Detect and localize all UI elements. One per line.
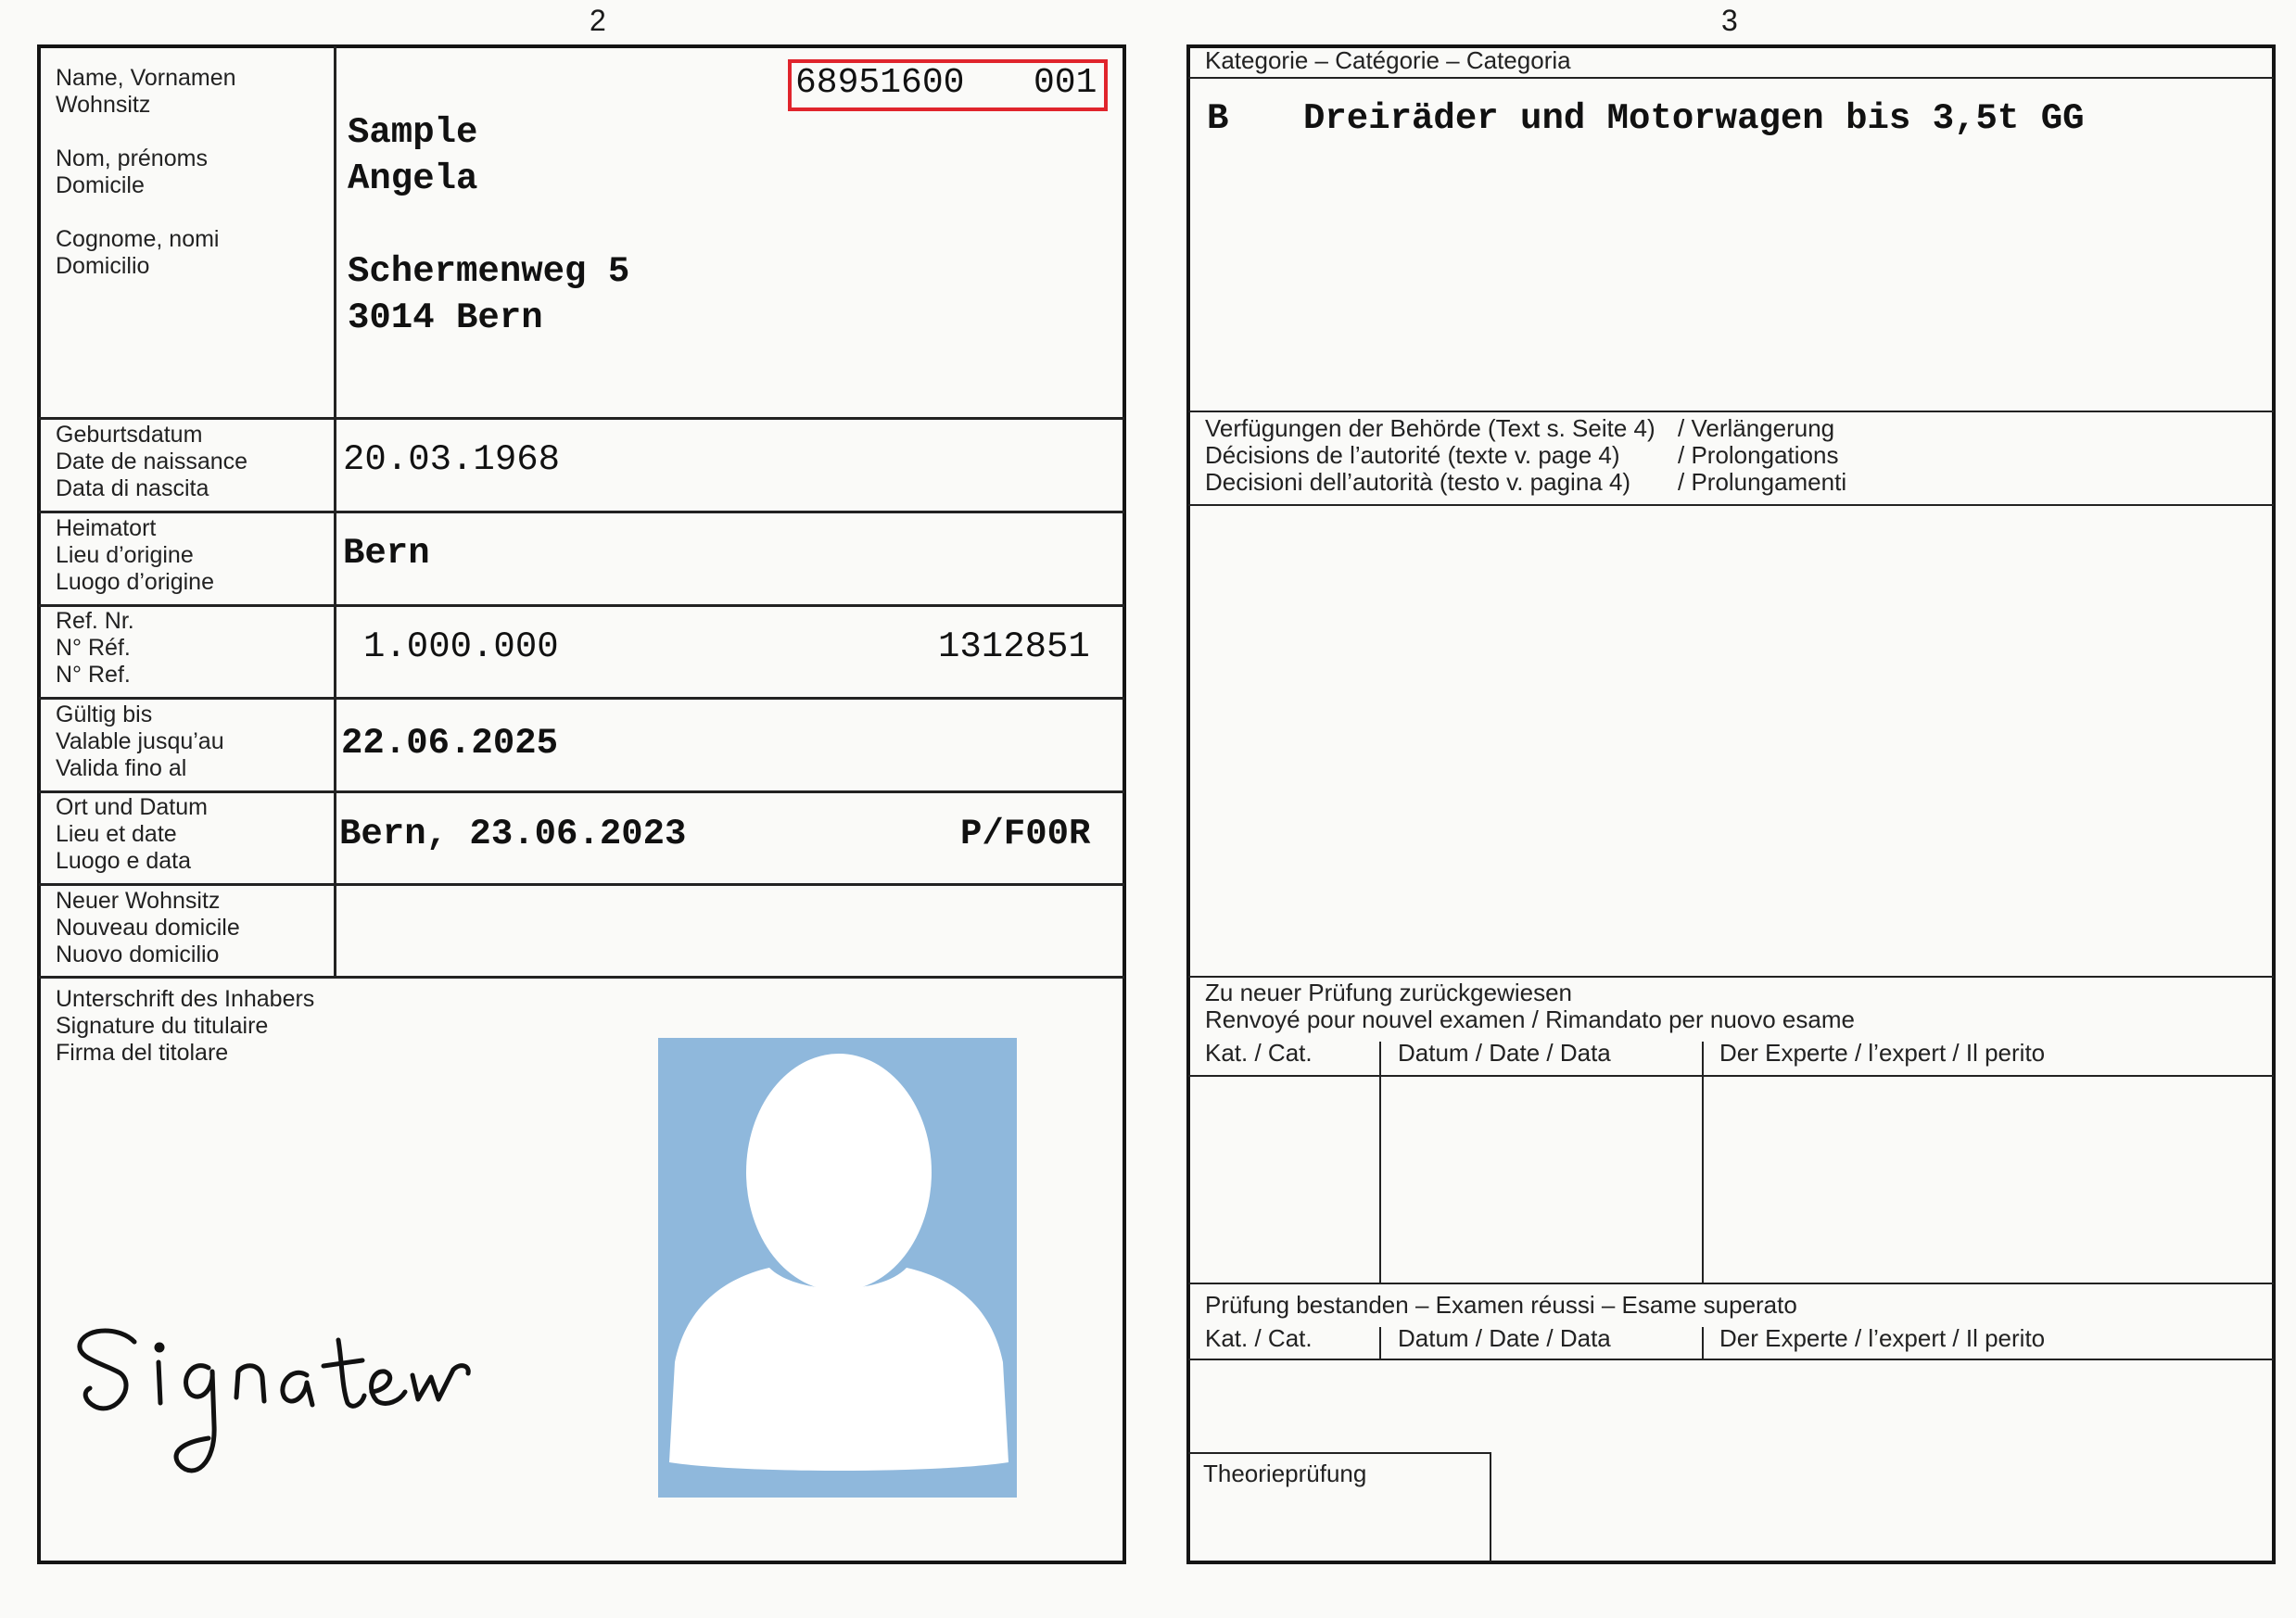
passed-col-expert: Der Experte / l’expert / Il perito — [1719, 1324, 2046, 1352]
row-divider — [39, 417, 1124, 420]
ref-value-2: 1312851 — [938, 626, 1090, 667]
decisions-line-1b: / Verlängerung — [1678, 414, 1835, 442]
place-date-label: Ort und Datum Lieu et date Luogo e data — [56, 794, 208, 874]
passed-header-line — [1188, 1359, 2274, 1360]
rejected-line-2: Renvoyé pour nouvel examen / Rimandato per nuovo esame — [1205, 1005, 1855, 1033]
category-code: B — [1207, 98, 1229, 139]
birth-value: 20.03.1968 — [343, 439, 561, 480]
row-divider — [39, 697, 1124, 700]
origin-value: Bern — [343, 533, 430, 574]
category-header: Kategorie – Catégorie – Categoria — [1205, 46, 1571, 74]
decisions-line-3a: Decisioni dell’autorità (testo v. pagina 4) — [1205, 468, 1631, 496]
rejected-col-cat: Kat. / Cat. — [1205, 1039, 1313, 1067]
theory-box-top — [1188, 1452, 1490, 1454]
passed-line-1: Prüfung bestanden – Examen réussi – Esame superato — [1205, 1291, 1797, 1319]
rejected-line-1: Zu neuer Prüfung zurückgewiesen — [1205, 979, 1573, 1006]
section-divider — [1188, 411, 2274, 412]
street-value: Schermenweg 5 — [348, 251, 630, 292]
theory-label: Theorieprüfung — [1203, 1460, 1367, 1487]
handwritten-signature — [70, 1307, 514, 1501]
page-number-right: 3 — [1721, 4, 1738, 37]
origin-label: Heimatort Lieu d’origine Luogo d’origine — [56, 515, 214, 595]
surname-value: Sample — [348, 112, 478, 153]
passed-col-divider — [1379, 1327, 1381, 1359]
rejected-header-line — [1188, 1075, 2274, 1077]
doc-suffix: 001 — [1034, 63, 1097, 103]
ref-value-1: 1.000.000 — [363, 626, 559, 667]
decisions-line-3b: / Prolungamenti — [1678, 468, 1847, 496]
ref-label: Ref. Nr. N° Réf. N° Ref. — [56, 608, 134, 688]
new-address-label: Neuer Wohnsitz Nouveau domicile Nuovo domicilio — [56, 888, 240, 967]
row-divider — [39, 604, 1124, 607]
row-divider — [39, 790, 1124, 793]
row-divider — [39, 883, 1124, 886]
row-divider — [39, 976, 1124, 979]
valid-value: 22.06.2025 — [341, 723, 559, 764]
theory-box-side — [1490, 1452, 1491, 1561]
given-name-value: Angela — [348, 158, 478, 199]
rejected-col-date: Datum / Date / Data — [1398, 1039, 1611, 1067]
category-text: Dreiräder und Motorwagen bis 3,5t GG — [1303, 98, 2085, 139]
passed-col-cat: Kat. / Cat. — [1205, 1324, 1313, 1352]
section-divider — [1188, 976, 2274, 978]
doc-number: 68951600 — [795, 63, 965, 103]
signature-label: Unterschrift des Inhabers Signature du titulaire Firma del titolare — [56, 986, 315, 1066]
category-header-line — [1188, 77, 2274, 79]
passed-col-divider — [1702, 1327, 1704, 1359]
row-divider — [39, 511, 1124, 513]
city-value: 3014 Bern — [348, 297, 543, 338]
issuer-code: P/F00R — [960, 814, 1091, 854]
rejected-col-divider — [1702, 1042, 1704, 1283]
section-divider — [1188, 1283, 2274, 1284]
decisions-line-2a: Décisions de l’autorité (texte v. page 4) — [1205, 441, 1620, 469]
section-divider — [1188, 504, 2274, 506]
photo-placeholder — [658, 1038, 1017, 1498]
birth-label: Geburtsdatum Date de naissance Data di nascita — [56, 422, 248, 501]
name-label: Name, Vornamen Wohnsitz Nom, prénoms Domicile Cognome, nomi Domicilio — [56, 65, 236, 279]
page-number-left: 2 — [590, 4, 606, 37]
rejected-col-expert: Der Experte / l’expert / Il perito — [1719, 1039, 2046, 1067]
decisions-line-1a: Verfügungen der Behörde (Text s. Seite 4) — [1205, 414, 1655, 442]
valid-label: Gültig bis Valable jusqu’au Valida fino al — [56, 702, 224, 781]
place-date-value: Bern, 23.06.2023 — [339, 814, 687, 854]
decisions-line-2b: / Prolongations — [1678, 441, 1839, 469]
passed-col-date: Datum / Date / Data — [1398, 1324, 1611, 1352]
rejected-col-divider — [1379, 1042, 1381, 1283]
